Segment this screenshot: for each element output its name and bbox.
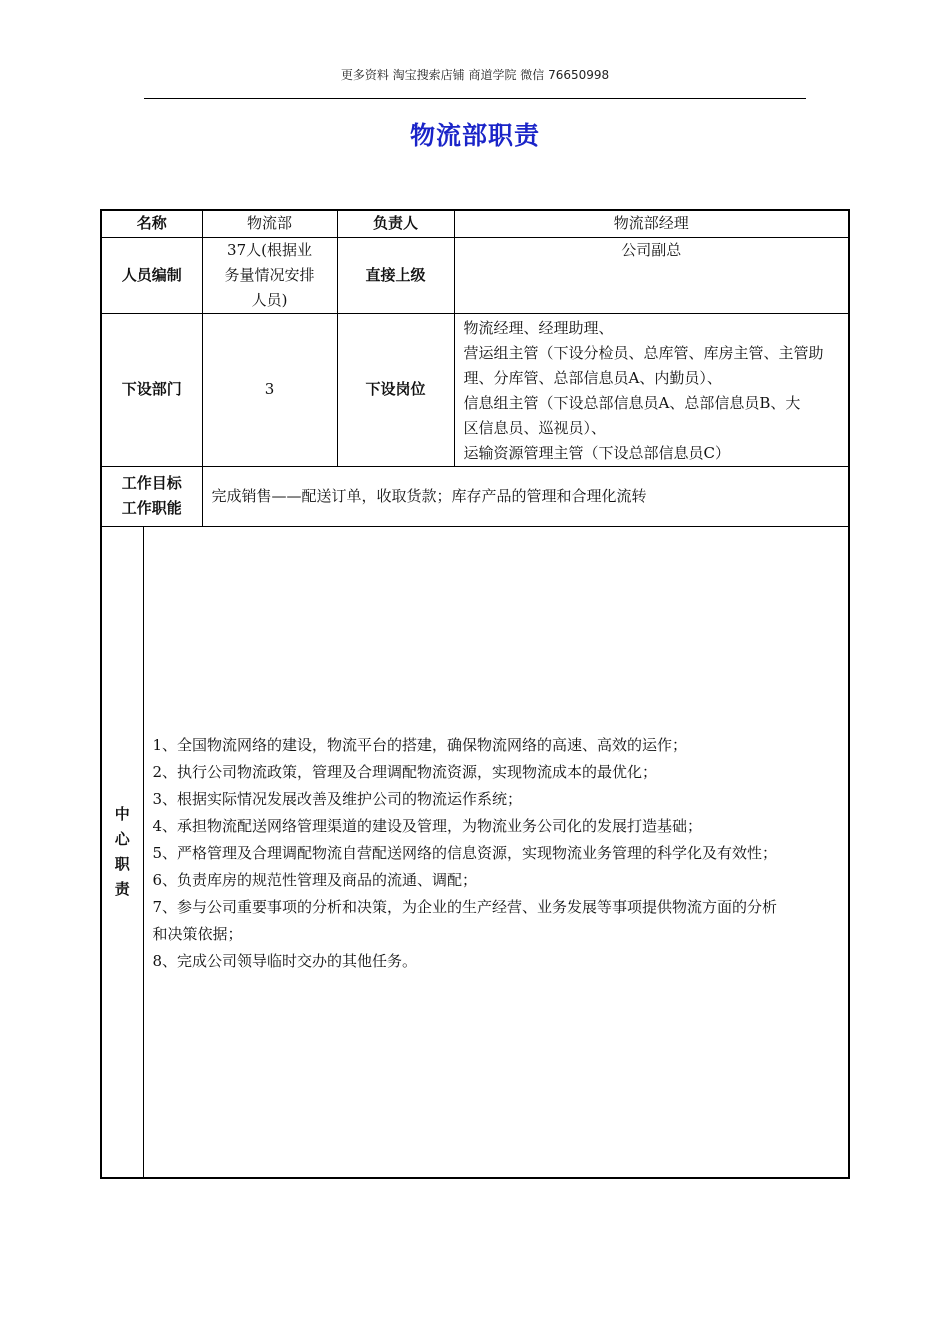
goal-label-line: 工作职能 xyxy=(121,499,182,517)
duty-item: 7、参与公司重要事项的分析和决策，为企业的生产经营、业务发展等事项提供物流方面的分析 xyxy=(152,897,778,916)
table-row xyxy=(101,237,849,313)
sub-post-line: 信息组主管（下设总部信息员A、总部信息员B、大 xyxy=(463,393,801,412)
duty-item: 4、承担物流配送网络管理渠道的建设及管理，为物流业务公司化的发展打造基础； xyxy=(152,816,703,835)
sub-post-label: 下设岗位 xyxy=(337,313,454,466)
sub-post-line: 运输资源管理主管（下设总部信息员C） xyxy=(463,443,730,462)
responsibility-table xyxy=(100,209,850,1179)
staff-value xyxy=(202,237,337,313)
name-label: 名称 xyxy=(101,210,202,237)
duty-item: 8、完成公司领导临时交办的其他任务。 xyxy=(152,951,418,970)
sub-post-value xyxy=(454,313,849,466)
staff-value-line: 人员) xyxy=(251,290,288,309)
staff-label: 人员编制 xyxy=(101,237,202,313)
head-value: 物流部经理 xyxy=(454,210,849,237)
staff-value-line: 37人(根据业 xyxy=(227,240,312,259)
sub-dept-label: 下设部门 xyxy=(101,313,202,466)
core-duties-list xyxy=(143,526,849,1178)
core-duties-char: 中 xyxy=(114,804,130,823)
core-duties-char: 心 xyxy=(114,829,130,848)
superior-value: 公司副总 xyxy=(454,237,849,313)
goal-label xyxy=(101,466,202,526)
header-divider xyxy=(144,98,806,99)
core-duties-char: 责 xyxy=(114,879,130,898)
superior-label: 直接上级 xyxy=(337,237,454,313)
duty-item-continuation: 和决策依据； xyxy=(152,924,243,943)
sub-dept-value: 3 xyxy=(202,313,337,466)
goal-value: 完成销售——配送订单，收取货款；库存产品的管理和合理化流转 xyxy=(202,466,849,526)
duty-item: 2、执行公司物流政策，管理及合理调配物流资源，实现物流成本的最优化； xyxy=(152,762,658,781)
sub-post-line: 营运组主管（下设分检员、总库管、库房主管、主管助 xyxy=(463,343,824,362)
name-value: 物流部 xyxy=(202,210,337,237)
page-header-text: 更多资料 淘宝搜索店铺 商道学院 微信 76650998 xyxy=(340,68,610,82)
core-duties-label xyxy=(101,526,143,1178)
goal-label-line: 工作目标 xyxy=(121,474,182,492)
sub-post-line: 理、分库管、总部信息员A、内勤员）、 xyxy=(463,368,722,387)
sub-post-line: 物流经理、经理助理、 xyxy=(463,318,614,337)
table-row xyxy=(101,466,849,526)
duty-item: 6、负责库房的规范性管理及商品的流通、调配； xyxy=(152,870,478,889)
sub-post-line: 区信息员、巡视员）、 xyxy=(463,418,607,437)
table-row xyxy=(101,526,849,1178)
table-row xyxy=(101,210,849,237)
duty-item: 5、严格管理及合理调配物流自营配送网络的信息资源，实现物流业务管理的科学化及有效性； xyxy=(152,843,778,862)
duty-item: 1、全国物流网络的建设，物流平台的搭建，确保物流网络的高速、高效的运作； xyxy=(152,735,688,754)
head-label: 负责人 xyxy=(337,210,454,237)
duty-item: 3、根据实际情况发展改善及维护公司的物流运作系统； xyxy=(152,789,523,808)
page-title: 物流部职责 xyxy=(409,121,540,150)
staff-value-line: 务量情况安排 xyxy=(224,265,315,284)
core-duties-char: 职 xyxy=(114,854,130,873)
table-row xyxy=(101,313,849,466)
